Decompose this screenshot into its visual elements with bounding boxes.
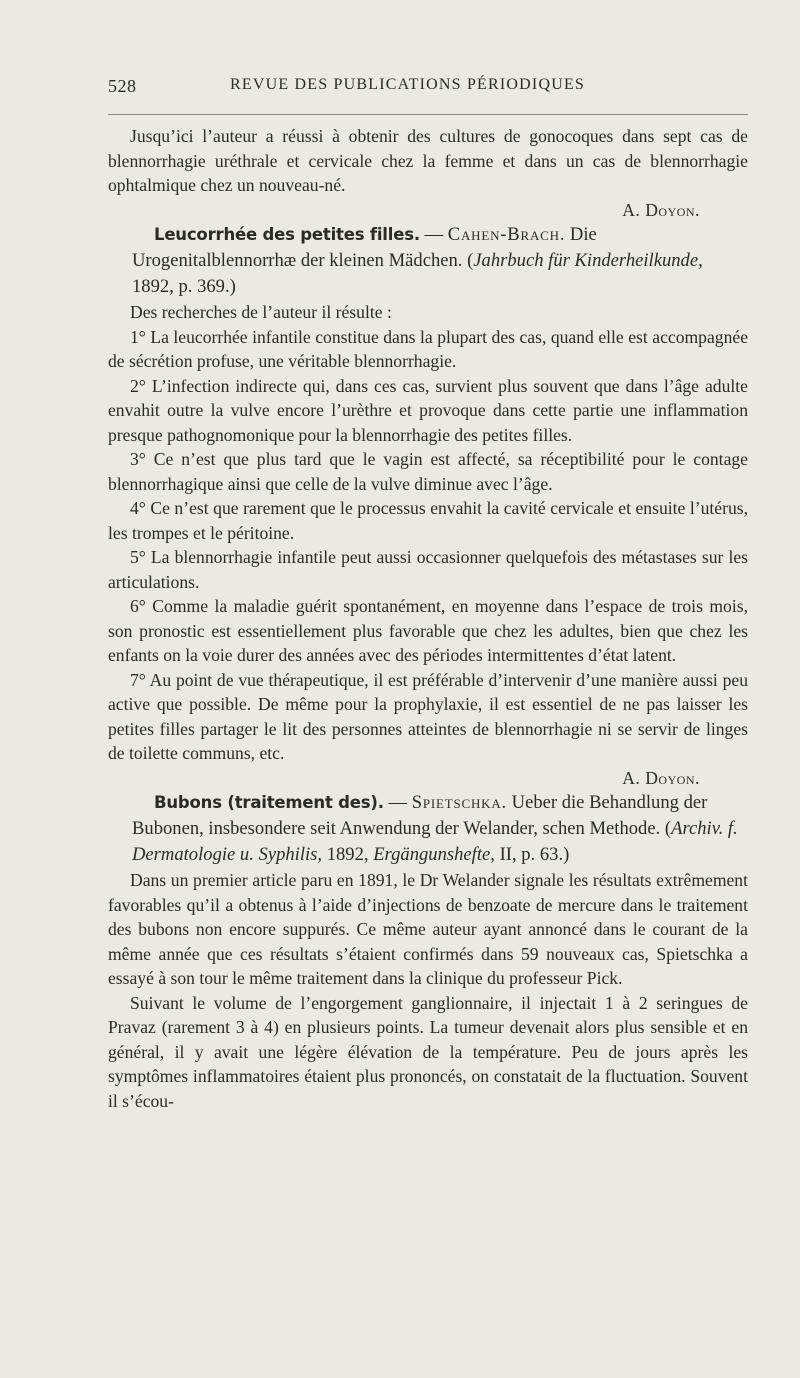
page-number: 528 [108, 76, 137, 96]
entry1-title: Die Urogenitalblennorrhæ der kleinen Mädchen. ( [132, 224, 597, 271]
body-text [108, 124, 748, 1113]
entry2-subject: Bubons (traitement des). [154, 793, 384, 812]
header-rule [108, 114, 748, 115]
entry1-paragraph: 5° La blennorrhagie infantile peut aussi occasionner quelquefois des métastases sur les articulations. [108, 547, 748, 592]
entry2-dash: — [383, 792, 412, 813]
entry1-heading [108, 222, 748, 300]
entry1-paragraph: 2° L’infection indirecte qui, dans ces cas, survient plus souvent que dans l’âge adulte envahit outre la vulve encore l’urèthre et provoque dans cette partie une inflammation presque pathognomonique pour la blennorrhagie des petites filles. [108, 375, 748, 445]
entry2-title: Ueber die Behandlung der Bubonen, insbesondere seit Anwendung der Welander, schen Methode. ( [132, 792, 708, 839]
entry2-author: Spietschka. [411, 792, 507, 813]
intro-paragraph: Jusqu’ici l’auteur a réussi à obtenir des cultures de gonocoques dans sept cas de blennorrhagie uréthrale et cervicale chez la femme et dans un cas de blennorrhagie ophtalmique chez un nouveau-né. [108, 126, 748, 195]
entry1-paragraph: 1° La leucorrhée infantile constitue dans la plupart des cas, quand elle est accompagnée de sécrétion profuse, une véritable blennorrhagie. [108, 326, 748, 371]
entry2-mid: 1892, [322, 844, 374, 865]
intro-signature: A. Doyon. [622, 199, 700, 220]
entry1-signature: A. Doyon. [622, 767, 700, 788]
entry2-supplement: Ergängunshefte, [373, 844, 495, 865]
entry1-paragraph: 3° Ce n’est que plus tard que le vagin est affecté, sa réceptibilité pour le contage blennorrhagique ainsi que celle de la vulve diminue avec l’âge. [108, 449, 748, 494]
entry2-paragraph: Suivant le volume de l’engorgement ganglionnaire, il injectait 1 à 2 seringues de Pravaz (rarement 3 à 4) en plusieurs points. La tumeur devenait alors plus sensible et en général, il y avait une légère élévation de la température. Peu de jours après les symptômes inflammatoires étaient plus prononcés, on constatait de la fluctuation. Souvent il s’écou- [108, 992, 748, 1111]
entry1-dash: — [419, 224, 448, 245]
entry1-paragraph: Des recherches de l’auteur il résulte : [130, 302, 392, 322]
entry1-author: Cahen-Brach. [447, 224, 566, 245]
entry1-subject: Leucorrhée des petites filles. [154, 225, 420, 244]
entry1-paragraph: 6° Comme la maladie guérit spontanément, en moyenne dans l’espace de trois mois, son pronostic est essentiellement plus favorable que chez les adultes, bien que chez les enfants on la voie durer des années avec des périodes intermittentes d’état latent. [108, 596, 748, 665]
entry1-paragraph: 4° Ce n’est que rarement que le processus envahit la cavité cervicale et ensuite l’utérus, les trompes et le péritoine. [108, 498, 748, 543]
running-header [108, 76, 748, 102]
entry2-citation: II, p. 63.) [494, 844, 570, 865]
entry1-citation: 1892, p. 369.) [132, 276, 236, 297]
running-title: REVUE DES PUBLICATIONS PÉRIODIQUES [230, 76, 586, 93]
entry2-paragraph: Dans un premier article paru en 1891, le Dr Welander signale les résultats extrêmement favorables qu’il a obtenus à l’aide d’injections de benzoate de mercure dans le traitement des bubons non encore suppurés. Ce même auteur ayant annoncé dans le courant de la même année que ces résultats s’étaient confirmés dans 59 nouveaux cas, Spietschka a essayé à son tour le même traitement dans la clinique du professeur Pick. [108, 870, 748, 988]
entry2-heading [108, 790, 748, 868]
entry1-paragraph: 7° Au point de vue thérapeutique, il est préférable d’intervenir d’une manière aussi peu active que possible. De même pour la prophylaxie, il est essentiel de ne pas laisser les petites filles partager le lit des personnes atteintes de blennorrhagie ni se servir de linges de toilette communs, etc. [108, 669, 748, 763]
entry1-journal: Jahrbuch für Kinderheilkunde, [473, 250, 703, 271]
entry2-journal: Archiv. f. Dermatologie u. Syphilis, [132, 818, 738, 865]
